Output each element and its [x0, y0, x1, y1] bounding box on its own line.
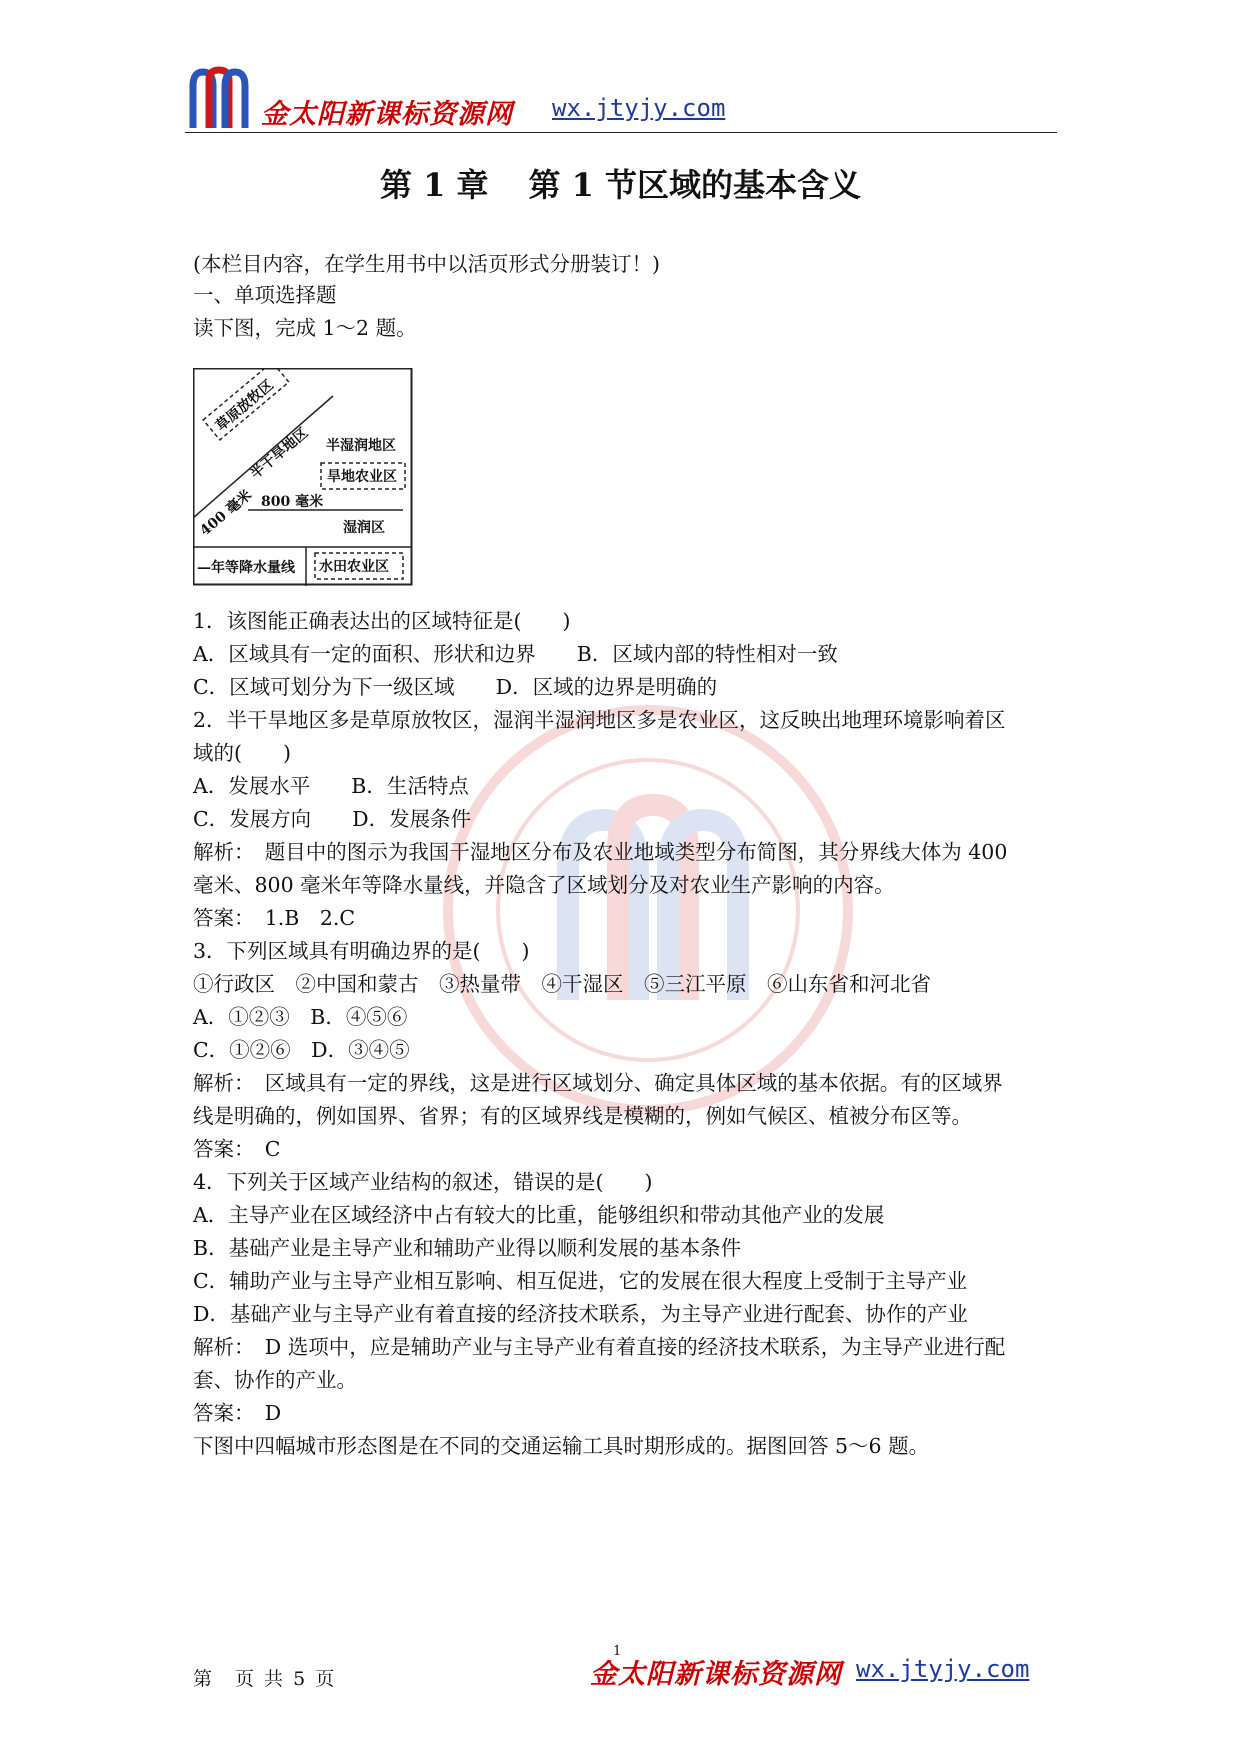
answer-line: 答案： 1.B 2.C	[193, 906, 356, 930]
isohyet-legend-label: —年等降水量线	[197, 560, 295, 576]
footer-page-text: 第 页 共 5 页	[193, 1668, 337, 1690]
text-line: 读下图，完成 1～2 题。	[193, 316, 417, 340]
watermark-seal-icon	[438, 700, 858, 1120]
humid-label: 湿润区	[343, 520, 385, 536]
analysis-line: 解析： 题目中的图示为我国干湿地区分布及农业地域类型分布简图，其分界线大体为 400	[193, 840, 1008, 864]
isohyet-800-label: 800 毫米	[261, 494, 324, 510]
grassland-label: 草原放牧区	[212, 377, 277, 435]
option-line: A．发展水平 B．生活特点	[193, 774, 469, 798]
header-divider	[185, 132, 1057, 133]
question-3: 3．下列区域具有明确边界的是( )	[193, 939, 530, 963]
chapter-title: 第 1 章	[379, 166, 489, 204]
header-url-link[interactable]: wx.jtyjy.com	[552, 94, 726, 122]
dry-farming-label: 旱地农业区	[327, 469, 397, 485]
semi-arid-label: 半干旱地区	[247, 425, 312, 483]
region-diagram	[193, 368, 413, 586]
option-line: ①行政区 ②中国和蒙古 ③热量带 ④干湿区 ⑤三江平原 ⑥山东省和河北省	[193, 972, 931, 996]
option-line: D．基础产业与主导产业有着直接的经济技术联系，为主导产业进行配套、协作的产业	[193, 1302, 968, 1326]
option-line: A．区域具有一定的面积、形状和边界 B．区域内部的特性相对一致	[193, 642, 838, 666]
page-header	[185, 66, 1057, 134]
analysis-line: 解析： 区域具有一定的界线，这是进行区域划分、确定具体区域的基本依据。有的区域界	[193, 1071, 1003, 1095]
question-4: 4．下列关于区域产业结构的叙述，错误的是( )	[193, 1170, 653, 1194]
text-line: 下图中四幅城市形态图是在不同的交通运输工具时期形成的。据图回答 5～6 题。	[193, 1434, 930, 1458]
footer-brand: 金太阳新课标资源网	[590, 1659, 842, 1690]
analysis-line: 解析： D 选项中，应是辅助产业与主导产业有着直接的经济技术联系，为主导产业进行配	[193, 1335, 1006, 1359]
option-line: B．基础产业是主导产业和辅助产业得以顺利发展的基本条件	[193, 1236, 742, 1260]
question-2: 2．半干旱地区多是草原放牧区，湿润半湿润地区多是农业区，这反映出地理环境影响着区	[193, 708, 1006, 732]
paddy-label: 水田农业区	[319, 559, 389, 575]
option-line: C．发展方向 D．发展条件	[193, 807, 472, 831]
option-line: A．主导产业在区域经济中占有较大的比重，能够组织和带动其他产业的发展	[193, 1203, 885, 1227]
section-heading: 一、单项选择题	[193, 283, 337, 307]
page-title	[0, 160, 1241, 206]
option-line: A．①②③ B．④⑤⑥	[193, 1005, 408, 1029]
footer-page-number: 1	[613, 1644, 622, 1659]
footer-url-link[interactable]: wx.jtyjy.com	[856, 1655, 1030, 1683]
option-line: C．①②⑥ D．③④⑤	[193, 1038, 410, 1062]
question-1: 1．该图能正确表达出的区域特征是( )	[193, 609, 571, 633]
answer-line: 答案： D	[193, 1401, 282, 1425]
isohyet-400-label: 400 毫米	[197, 487, 256, 540]
analysis-line: 线是明确的，例如国界、省界；有的区域界线是模糊的，例如气候区、植被分布区等。	[193, 1104, 972, 1128]
answer-line: 答案： C	[193, 1137, 281, 1161]
semi-humid-label: 半湿润地区	[326, 438, 396, 454]
text-line: (本栏目内容，在学生用书中以活页形式分册装订！)	[193, 252, 660, 276]
analysis-line: 套、协作的产业。	[193, 1368, 357, 1392]
option-line: C．辅助产业与主导产业相互影响、相互促进，它的发展在很大程度上受制于主导产业	[193, 1269, 968, 1293]
jtyjy-logo-icon	[185, 66, 257, 134]
brand-name: 金太阳新课标资源网	[261, 99, 513, 130]
analysis-line: 毫米、800 毫米年等降水量线，并隐含了区域划分及对农业生产影响的内容。	[193, 873, 895, 897]
question-2-cont: 域的( )	[193, 741, 291, 765]
section-title: 第 1 节区域的基本含义	[528, 166, 862, 204]
option-line: C．区域可划分为下一级区域 D．区域的边界是明确的	[193, 675, 718, 699]
